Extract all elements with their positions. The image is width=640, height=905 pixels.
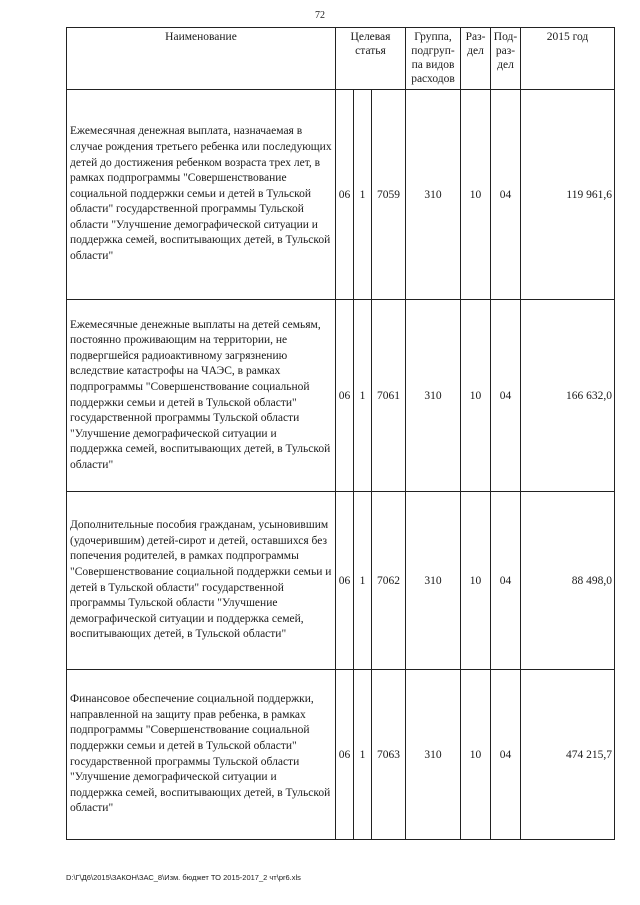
header-expense-group: Группа, подгруп-па видов расходов <box>406 28 461 90</box>
header-subsection: Под-раз-дел <box>491 28 521 90</box>
row-name: Ежемесячная денежная выплата, назначаемая в случае рождения третьего ребенка или последующих детей до достижения ребенком возраста трех лет, в рамках подпрограммы "Совершенствование социальной поддержки семьи и детей в Тульской области" государственной программы Тульской области "Улучшение демографической ситуации и поддержка семей, воспитывающих детей, в Тульской области" <box>67 90 336 300</box>
row-target-subprogram: 1 <box>354 90 372 300</box>
row-amount: 166 632,0 <box>521 300 615 492</box>
row-target-program: 06 <box>336 90 354 300</box>
row-expense-group: 310 <box>406 670 461 840</box>
row-target-subprogram: 1 <box>354 300 372 492</box>
row-target-program: 06 <box>336 300 354 492</box>
footer-file-path: D:\Г\Д6\2015\ЗАКОН\ЗАС_8\Изм. бюджет ТО 2015-2017_2 чт\pr6.xls <box>66 873 301 882</box>
row-target-program: 06 <box>336 492 354 670</box>
row-name: Ежемесячные денежные выплаты на детей семьям, постоянно проживающим на территории, не подвергшейся радиоактивному загрязнению вследствие катастрофы на ЧАЭС, в рамках подпрограммы "Совершенствование социальной поддержки семьи и детей в Тульской области" государственной программы Тульской области "Улучшение демографической ситуации и поддержка семей, воспитывающих детей, в Тульской области" <box>67 300 336 492</box>
table-row <box>67 90 615 300</box>
row-expense-group: 310 <box>406 300 461 492</box>
row-subsection: 04 <box>491 492 521 670</box>
header-name: Наименование <box>67 28 336 90</box>
row-name: Дополнительные пособия гражданам, усыновившим (удочерившим) детей-сирот и детей, оставшихся без попечения родителей, в рамках подпрограммы "Совершенствование социальной поддержки семьи и детей в Тульской области" государственной программы Тульской области "Улучшение демографической ситуации и поддержка семей, воспитывающих детей, в Тульской области" <box>67 492 336 670</box>
row-amount: 119 961,6 <box>521 90 615 300</box>
row-section: 10 <box>461 670 491 840</box>
table-row <box>67 300 615 492</box>
row-target-direction: 7062 <box>372 492 406 670</box>
row-target-direction: 7063 <box>372 670 406 840</box>
row-target-direction: 7061 <box>372 300 406 492</box>
budget-table <box>66 27 615 840</box>
row-name: Финансовое обеспечение социальной поддержки, направленной на защиту прав ребенка, в рамках подпрограммы "Совершенствование социальной поддержки семьи и детей в Тульской области" государственной программы Тульской области "Улучшение демографической ситуации и поддержка семей, воспитывающих детей, в Тульской области" <box>67 670 336 840</box>
header-year: 2015 год <box>521 28 615 90</box>
row-expense-group: 310 <box>406 90 461 300</box>
row-target-direction: 7059 <box>372 90 406 300</box>
page-number: 72 <box>315 10 325 21</box>
row-target-subprogram: 1 <box>354 492 372 670</box>
row-expense-group: 310 <box>406 492 461 670</box>
row-subsection: 04 <box>491 90 521 300</box>
row-target-program: 06 <box>336 670 354 840</box>
row-section: 10 <box>461 300 491 492</box>
row-target-subprogram: 1 <box>354 670 372 840</box>
row-amount: 88 498,0 <box>521 492 615 670</box>
table-row <box>67 670 615 840</box>
row-subsection: 04 <box>491 670 521 840</box>
header-section: Раз-дел <box>461 28 491 90</box>
row-subsection: 04 <box>491 300 521 492</box>
row-section: 10 <box>461 90 491 300</box>
row-section: 10 <box>461 492 491 670</box>
table-row <box>67 492 615 670</box>
header-target-article: Целевая статья <box>336 28 406 90</box>
row-amount: 474 215,7 <box>521 670 615 840</box>
table-header-row <box>67 28 615 90</box>
